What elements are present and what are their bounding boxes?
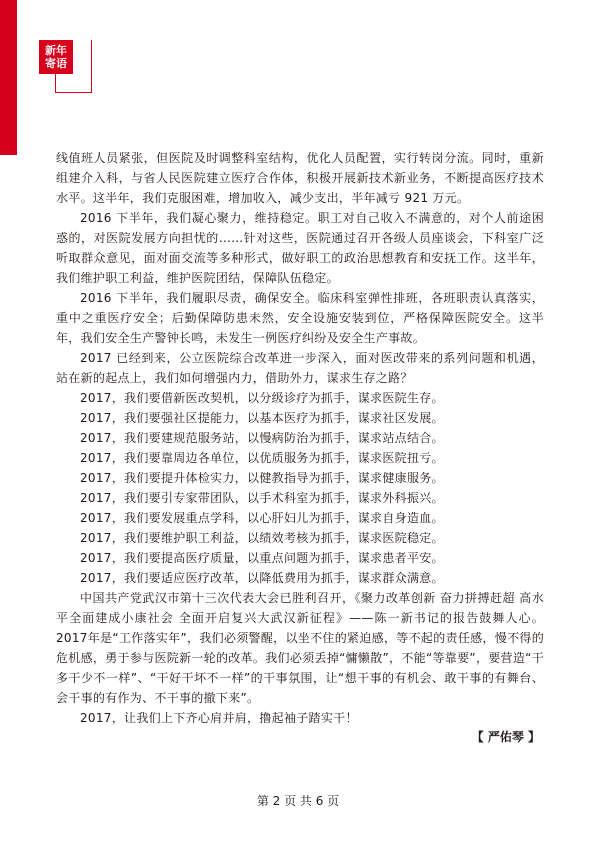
logo-line1: 新年: [45, 44, 67, 57]
paragraph: 线值班人员紧张，但医院及时调整科室结构，优化人员配置，实行转岗分流。同时，重新组建介入科，与省人民医院建立医疗合作体，积极开展新技术新业务，不断提高医疗技术水平。这半年，我们克服困难，增加收入，减少支出，半年减亏 921 万元。: [56, 151, 544, 205]
paragraph: 2017，我们要提高医疗质量，以重点问题为抓手，谋求患者平安。: [80, 551, 444, 565]
logo-frame-bottom: [55, 92, 92, 93]
left-accent-bar: [0, 0, 17, 155]
paragraph: 中国共产党武汉市第十三次代表大会已胜利召开，《聚力改革创新 奋力拼搏赶超 高水平全面建成小康社会 全面开启复兴大武汉新征程》——陈一新书记的报告鼓舞人心。2017年是“工作落实年”，我们必须警醒，以坐不住的紧迫感，等不起的责任感，慢不得的危机感，勇于参与医院新一轮的改革。我们必须丢掉“慵懒散”，不能“等靠要”，要营造“干多干少不一样”、“干好干坏不一样”的干事氛围，让“想干事的有机会、敢干事的有舞台、会干事的有作为、不干事的撤下来”。: [56, 591, 544, 705]
paragraph: 2017，我们要适应医疗改革，以降低费用为抓手，谋求群众满意。: [80, 571, 444, 585]
logo-badge: [39, 40, 73, 74]
author-signature: 【 严佑琴 】: [471, 730, 540, 744]
paragraph: 2017，让我们上下齐心肩并肩，撸起袖子踏实干！: [80, 711, 358, 725]
logo-frame-left: [55, 74, 56, 93]
section-logo: [39, 40, 91, 92]
paragraph: 2017 已经到来，公立医院综合改革进一步深入，面对医改带来的系列问题和机遇，站在新的起点上，我们如何增强内力，借助外力，谋求生存之路？: [56, 351, 544, 385]
paragraph: 2016 下半年，我们履职尽责，确保安全。临床科室弹性排班，各班职责认真落实，重中之重医疗安全；后勤保障防患未然，安全设施安装到位，严格保障医院安全。这半年，我们安全生产警钟长鸣，未发生一例医疗纠纷及安全生产事故。: [56, 291, 544, 345]
paragraph: 2017，我们要建规范服务站，以慢病防治为抓手，谋求站点结合。: [80, 431, 444, 445]
logo-frame-right: [91, 40, 92, 92]
page-number: 第 2 页 共 6 页: [256, 794, 340, 808]
paragraph: 2017，我们要靠周边各单位，以优质服务为抓手，谋求医院扭亏。: [80, 451, 444, 465]
paragraph: 2017，我们要借新医改契机，以分级诊疗为抓手，谋求医院生存。: [80, 391, 444, 405]
paragraph: 2017，我们要维护职工利益，以绩效考核为抓手，谋求医院稳定。: [80, 531, 444, 545]
paragraph: 2017，我们要提升体检实力，以健教指导为抓手，谋求健康服务。: [80, 471, 444, 485]
paragraph: 2016 下半年，我们凝心聚力，维持稳定。职工对自己收入不满意的，对个人前途困惑的，对医院发展方向担忧的……针对这些，医院通过召开各级人员座谈会，下科室广泛听取群众意见，面对面交流等多种形式，做好职工的政治思想教育和安抚工作。这半年，我们维护职工利益，维护医院团结，保障队伍稳定。: [56, 211, 544, 285]
paragraph: 2017，我们要发展重点学科，以心肝妇儿为抓手，谋求自身造血。: [80, 511, 444, 525]
article-body: [56, 148, 544, 728]
logo-line2: 寄语: [45, 57, 67, 70]
paragraph: 2017，我们要引专家带团队，以手术科室为抓手，谋求外科振兴。: [80, 491, 444, 505]
paragraph: 2017，我们要强社区提能力，以基本医疗为抓手，谋求社区发展。: [80, 411, 444, 425]
